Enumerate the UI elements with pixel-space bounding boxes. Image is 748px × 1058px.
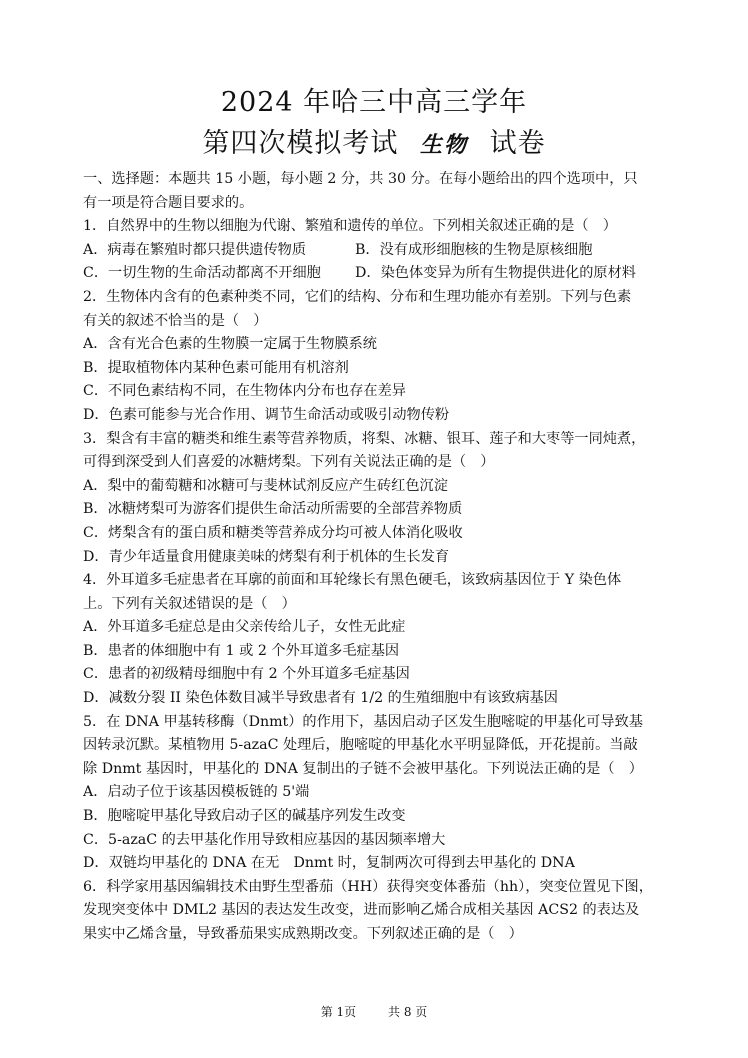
question-block <box>83 428 668 570</box>
answer-option: B．没有成形细胞核的生物是原核细胞 <box>355 241 593 258</box>
question-stem-line: 除 Dnmt 基因时，甲基化的 DNA 复制出的子链不会被甲基化。下列说法正确的是（ ） <box>83 760 643 777</box>
question-stem-line: 3．梨含有丰富的糖类和维生素等营养物质，将梨、冰糖、银耳、莲子和大枣等一同炖煮， <box>83 430 646 447</box>
answer-option: A．梨中的葡萄糖和冰糖可与斐林试剂反应产生砖红色沉淀 <box>83 477 448 494</box>
answer-option: B．提取植物体内某种色素可能用有机溶剂 <box>83 359 349 376</box>
answer-option: A．病毒在繁殖时都只提供遗传物质 <box>83 241 307 258</box>
answer-option: D．染色体变异为所有生物提供进化的原材料 <box>355 265 636 282</box>
subject-label: 生物 <box>419 133 468 158</box>
question-block <box>83 215 668 286</box>
exam-title-right: 试卷 <box>489 128 546 159</box>
answer-option: C．一切生物的生命活动都离不开细胞 <box>83 265 321 282</box>
answer-option: C．5-azaC 的去甲基化作用导致相应基因的基因频率增大 <box>83 831 446 848</box>
question-block <box>83 876 668 947</box>
exam-title-line2 <box>0 127 748 163</box>
answer-option: C．患者的初级精母细胞中有 2 个外耳道多毛症基因 <box>83 666 410 683</box>
question-stem-line: 可得到深受到人们喜爱的冰糖烤梨。下列有关说法正确的是（ ） <box>83 454 495 471</box>
question-stem-line: 4．外耳道多毛症患者在耳廓的前面和耳轮缘长有黑色硬毛，该致病基因位于 Y 染色体 <box>83 572 622 589</box>
answer-option: C．不同色素结构不同，在生物体内分布也存在差异 <box>83 383 406 400</box>
option-row <box>83 239 668 263</box>
answer-option: A．外耳道多毛症总是由父亲传给儿子，女性无此症 <box>83 619 406 636</box>
answer-option: B．胞嘧啶甲基化导致启动子区的碱基序列发生改变 <box>83 808 406 825</box>
question-stem-line: 上。下列有关叙述错误的是（ ） <box>83 595 296 612</box>
question-block <box>83 569 668 711</box>
option-row <box>83 262 668 286</box>
answer-option: B．冰糖烤梨可为游客们提供生命活动所需要的全部营养物质 <box>83 501 463 518</box>
question-stem-line: 2．生物体内含有的色素种类不同，它们的结构、分布和生理功能亦有差别。下列与色素 <box>83 288 632 305</box>
question-stem-line: 因转录沉默。某植物用 5-azaC 处理后，胞嘧啶的甲基化水平明显降低，开花提前。当敲 <box>83 737 638 754</box>
exam-title-left: 第四次模拟考试 <box>202 128 399 159</box>
answer-option: D．双链均甲基化的 DNA 在无 Dnmt 时，复制两次可得到去甲基化的 DNA <box>83 855 575 872</box>
question-list <box>83 215 668 946</box>
question-stem-line: 5．在 DNA 甲基转移酶（Dnmt）的作用下，基因启动子区发生胞嘧啶的甲基化可导致基 <box>83 713 643 730</box>
question-stem-line: 有关的叙述不恰当的是（ ） <box>83 312 268 329</box>
answer-option: D．色素可能参与光合作用、调节生命活动或吸引动物传粉 <box>83 406 450 423</box>
page-number: 第 1页 <box>320 1005 357 1019</box>
exam-title-line1: 2024 年哈三中高三学年 <box>220 87 528 118</box>
answer-option: A．含有光合色素的生物膜一定属于生物膜系统 <box>83 336 377 353</box>
section-instruction-line: 一、选择题：本题共 15 小题，每小题 2 分，共 30 分。在每小题给出的四个选项中，只 <box>83 171 638 187</box>
section-instruction-line: 有一项是符合题目要求的。 <box>83 194 254 211</box>
question-stem-line: 果实中乙烯含量，导致番茄果实成熟期改变。下列叙述正确的是（ ） <box>83 926 523 942</box>
question-stem-line: 发现突变体中 DML2 基因的表达发生改变，进而影响乙烯合成相关基因 ACS2 的表达及 <box>83 902 640 919</box>
answer-option: D．青少年适量食用健康美味的烤梨有利于机体的生长发育 <box>83 548 450 565</box>
answer-option: C．烤梨含有的蛋白质和糖类等营养成分均可被人体消化吸收 <box>83 524 463 541</box>
question-block <box>83 286 668 428</box>
question-stem-line: 1．自然界中的生物以细胞为代谢、繁殖和遗传的单位。下列相关叙述正确的是（ ） <box>83 218 617 235</box>
answer-option: A．启动子位于该基因模板链的 5'端 <box>83 784 310 801</box>
answer-option: B．患者的体细胞中有 1 或 2 个外耳道多毛症基因 <box>83 642 400 659</box>
page-total: 共 8 页 <box>388 1005 428 1019</box>
question-block <box>83 711 668 876</box>
page-footer <box>0 1004 748 1020</box>
question-stem-line: 6．科学家用基因编辑技术由野生型番茄（HH）获得突变体番茄（hh），突变位置见下图， <box>83 878 653 895</box>
exam-body <box>83 168 668 947</box>
answer-option: D．减数分裂 II 染色体数目减半导致患者有 1/2 的生殖细胞中有该致病基因 <box>83 690 558 707</box>
